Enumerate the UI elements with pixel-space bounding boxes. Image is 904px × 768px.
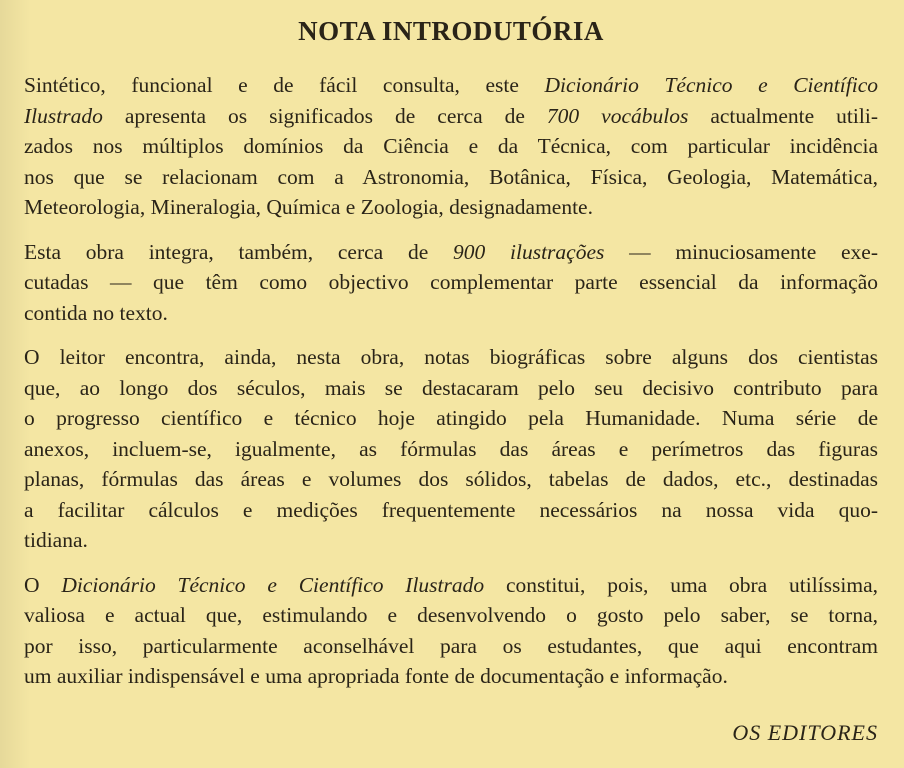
italic-text: Dicionário Técnico e Científico Ilustrado — [61, 572, 485, 597]
text-line — [24, 162, 878, 193]
text-line — [24, 267, 878, 298]
text-run: anexos, incluem-se, igualmente, as fórmulas das áreas e perímetros das figuras — [24, 436, 878, 461]
text-line — [24, 131, 878, 162]
text-run: Esta obra integra, também, cerca de — [24, 239, 454, 264]
page-title: NOTA INTRODUTÓRIA — [298, 16, 604, 46]
text-run: valiosa e actual que, estimulando e desenvolvendo o gosto pelo saber, se torna, — [24, 603, 878, 627]
text-line — [24, 298, 878, 329]
text-line — [24, 403, 878, 434]
text-run: planas, fórmulas das áreas e volumes dos sólidos, tabelas de dados, etc., destinadas — [24, 467, 878, 491]
text-run: O leitor encontra, ainda, nesta obra, notas biográficas sobre alguns dos cientistas — [24, 345, 878, 369]
signature: OS EDITORES — [732, 720, 878, 745]
text-run: contida no texto. — [24, 300, 168, 325]
text-line — [24, 631, 878, 662]
text-line — [24, 434, 878, 465]
italic-text: Ilustrado — [24, 103, 103, 128]
text-run: Sintético, funcional e de fácil consulta, este — [24, 73, 545, 97]
text-run: um auxiliar indispensável e uma apropriada fonte de documentação e informação. — [24, 664, 728, 688]
text-run: — minuciosamente exe- — [604, 239, 879, 264]
text-run: zados nos múltiplos domínios da Ciência e da Técnica, com particular incidência — [24, 134, 878, 158]
text-run: O — [24, 572, 62, 597]
text-run: Meteorologia, Mineralogia, Química e Zoologia, designadamente. — [24, 195, 593, 219]
text-line — [24, 192, 878, 223]
text-run: actualmente utili- — [688, 103, 878, 128]
text-line — [24, 525, 878, 556]
text-line — [24, 101, 878, 132]
text-line — [24, 70, 878, 101]
text-line — [24, 373, 878, 404]
text-line — [24, 570, 878, 601]
paragraph — [24, 570, 878, 692]
paragraph — [24, 342, 878, 556]
text-run: que, ao longo dos séculos, mais se destacaram pelo seu decisivo contributo para — [24, 375, 878, 400]
text-run: constitui, pois, uma obra utilíssima, — [484, 572, 879, 597]
text-run: apresenta os significados de cerca de — [102, 103, 547, 128]
text-line — [24, 495, 878, 526]
text-run: a facilitar cálculos e medições frequentemente necessários na nossa vida quo- — [24, 497, 878, 522]
body-text — [24, 70, 878, 692]
text-line — [24, 661, 878, 692]
text-line — [24, 464, 878, 495]
italic-text: 700 vocábulos — [546, 103, 689, 128]
text-line — [24, 342, 878, 373]
text-line — [24, 600, 878, 631]
text-run: cutadas — que têm como objectivo complementar parte essencial da informação — [24, 270, 878, 294]
italic-text: 900 ilustrações — [453, 239, 605, 264]
text-run: o progresso científico e técnico hoje atingido pela Humanidade. Numa série de — [24, 406, 878, 430]
paragraph — [24, 237, 878, 329]
text-run: nos que se relacionam com a Astronomia, Botânica, Física, Geologia, Matemática, — [24, 164, 878, 189]
text-run: por isso, particularmente aconselhável para os estudantes, que aqui encontram — [24, 633, 878, 658]
text-run: tidiana. — [24, 528, 88, 552]
paragraph — [24, 70, 878, 223]
italic-text: Dicionário Técnico e Científico — [544, 73, 878, 97]
text-line — [24, 237, 878, 268]
